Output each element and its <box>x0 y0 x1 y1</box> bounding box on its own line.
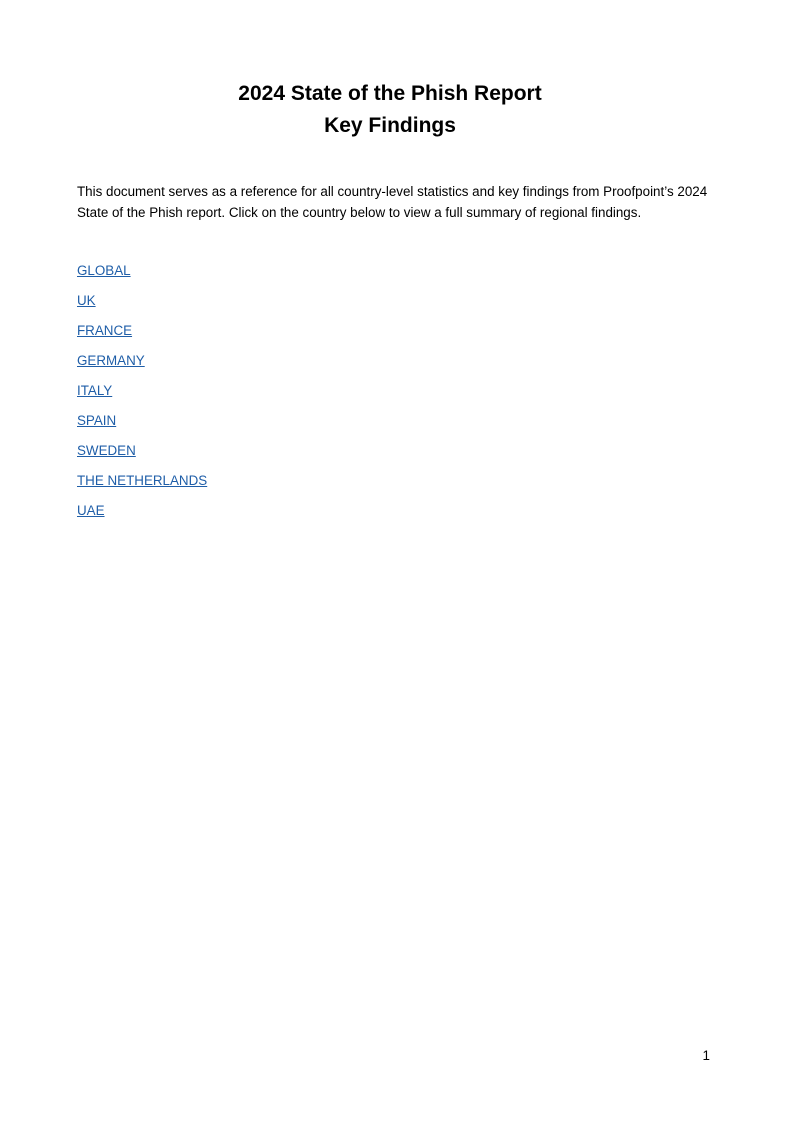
country-link-uae[interactable]: UAE <box>77 503 105 518</box>
list-item <box>77 382 207 412</box>
country-link-spain[interactable]: SPAIN <box>77 413 117 428</box>
intro-paragraph: This document serves as a reference for all country-level statistics and key findings from Proofpoint’s 2024 State of the Phish report. Click on the country below to view a full summary of regional findings. <box>77 184 708 220</box>
list-item <box>77 352 207 382</box>
list-item <box>77 322 207 352</box>
country-link-uk[interactable]: UK <box>77 293 96 308</box>
country-link-sweden[interactable]: SWEDEN <box>77 443 136 458</box>
page-title: 2024 State of the Phish Report <box>238 82 542 105</box>
page-subtitle: Key Findings <box>324 114 456 137</box>
country-link-list <box>77 262 207 532</box>
country-link-global[interactable]: GLOBAL <box>77 263 131 278</box>
list-item <box>77 412 207 442</box>
country-link-france[interactable]: FRANCE <box>77 323 133 338</box>
country-link-the-netherlands[interactable]: THE NETHERLANDS <box>77 473 208 488</box>
page-number: 1 <box>702 1048 710 1063</box>
list-item <box>77 262 207 292</box>
country-link-italy[interactable]: ITALY <box>77 383 113 398</box>
title-block <box>0 78 780 142</box>
list-item <box>77 502 207 532</box>
list-item <box>77 292 207 322</box>
country-link-germany[interactable]: GERMANY <box>77 353 145 368</box>
list-item <box>77 472 207 502</box>
list-item <box>77 442 207 472</box>
